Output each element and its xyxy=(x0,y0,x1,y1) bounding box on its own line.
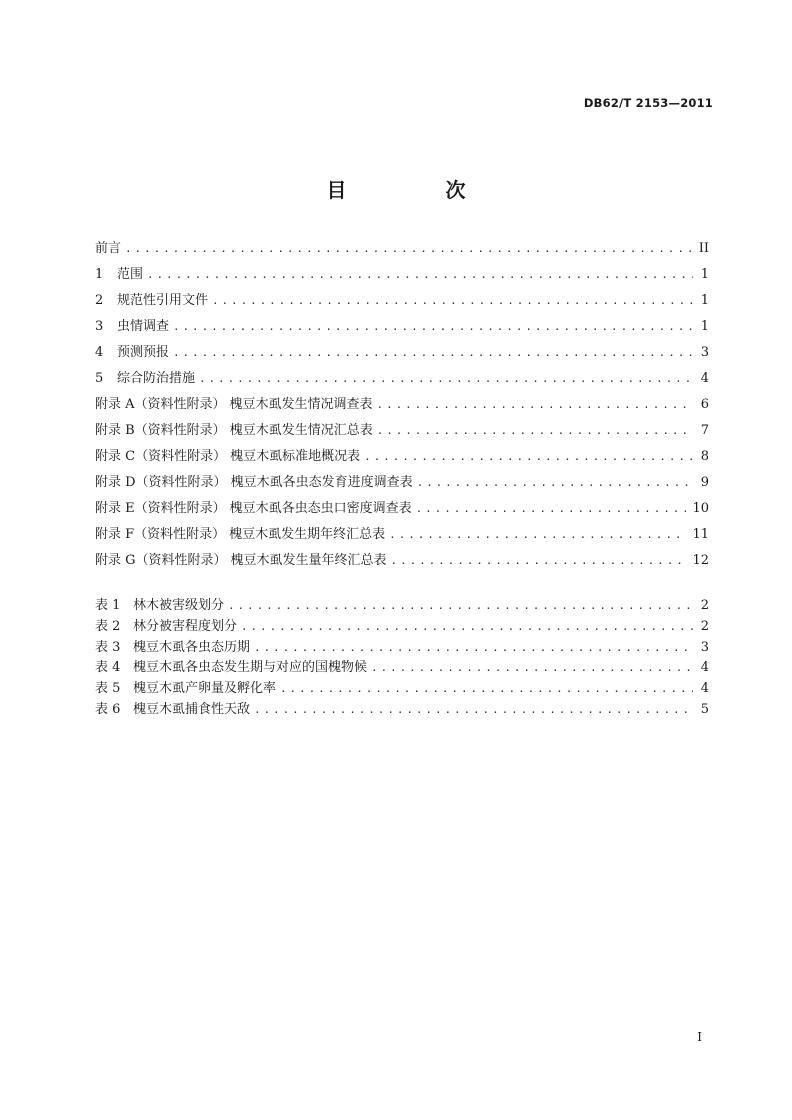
page-number: I xyxy=(697,1030,702,1044)
toc-entry-label: 槐豆木虱标准地概况表 xyxy=(230,449,361,464)
toc-entry[interactable] xyxy=(95,314,709,340)
table-entry-leader xyxy=(228,596,693,617)
toc-entry-page: 12 xyxy=(692,553,709,568)
toc-entry-label: 槐豆木虱各虫态虫口密度调查表 xyxy=(229,501,412,516)
toc-entry-page: II xyxy=(698,241,709,256)
toc-entry-number: 4 xyxy=(95,345,104,360)
table-entry-page: 3 xyxy=(700,639,709,655)
toc-entry[interactable] xyxy=(95,392,709,418)
toc-entry-leader xyxy=(416,496,687,522)
table-entry-number: 表 3 xyxy=(95,639,121,655)
toc-entry-page: 4 xyxy=(700,371,709,386)
toc-entry-label: 槐豆木虱发生情况汇总表 xyxy=(229,423,373,438)
table-entry-leader xyxy=(371,658,693,679)
toc-entry-leader xyxy=(417,470,693,496)
table-entry-page: 5 xyxy=(700,701,709,717)
toc-entry[interactable] xyxy=(95,340,709,366)
table-entry-number: 表 6 xyxy=(95,701,121,717)
toc-entry[interactable] xyxy=(95,444,709,470)
toc-entry-page: 1 xyxy=(700,267,709,282)
page-title: 目 次 xyxy=(326,178,512,202)
toc-entry-page: 8 xyxy=(700,449,709,464)
table-entry-page: 2 xyxy=(700,618,709,634)
toc-entry-appendix-prefix: 附录 C（资料性附录） xyxy=(95,449,227,464)
toc-entry-appendix-prefix: 附录 D（资料性附录） xyxy=(95,475,227,490)
table-entry-number: 表 1 xyxy=(95,598,121,613)
toc-entry-label: 范围 xyxy=(117,267,144,282)
table-entry-label: 林木被害级划分 xyxy=(133,598,225,613)
toc-entry-leader xyxy=(173,314,693,340)
table-entry[interactable] xyxy=(95,617,709,638)
toc-entry[interactable] xyxy=(95,288,709,314)
table-entry-label: 槐豆木虱各虫态历期 xyxy=(133,639,251,655)
toc-entry-label: 虫情调查 xyxy=(117,319,170,334)
toc-entry-page: 1 xyxy=(700,319,709,334)
toc-entry[interactable] xyxy=(95,262,709,288)
table-list xyxy=(95,596,709,721)
table-entry[interactable] xyxy=(95,638,709,659)
toc-entry-number: 1 xyxy=(95,267,104,282)
toc-entry-leader xyxy=(364,444,693,470)
toc-entry[interactable] xyxy=(95,522,709,548)
toc-entry-leader xyxy=(173,340,693,366)
table-entry[interactable] xyxy=(95,658,709,679)
table-entry-leader xyxy=(254,700,693,721)
table-entry-leader xyxy=(241,617,693,638)
toc-entry-leader xyxy=(147,262,693,288)
table-entry[interactable] xyxy=(95,679,709,700)
toc-entry-label: 规范性引用文件 xyxy=(117,293,209,308)
toc-entry-label: 前言 xyxy=(95,241,122,256)
toc-entry[interactable] xyxy=(95,470,709,496)
table-entry-page: 2 xyxy=(700,598,709,613)
toc-entry-page: 7 xyxy=(700,423,709,438)
toc-entry-number: 2 xyxy=(95,293,104,308)
toc-entry-label: 槐豆木虱发生情况调查表 xyxy=(229,397,373,412)
toc-entry-appendix-prefix: 附录 G（资料性附录） xyxy=(95,553,227,568)
toc-entry-leader xyxy=(125,236,693,262)
table-entry-label: 槐豆木虱产卵量及孵化率 xyxy=(133,681,277,697)
toc-entry-leader xyxy=(389,522,686,548)
table-entry-page: 4 xyxy=(700,660,709,676)
toc-entry-page: 9 xyxy=(700,475,709,490)
table-entry[interactable] xyxy=(95,596,709,617)
table-entry-label: 林分被害程度划分 xyxy=(133,618,238,634)
toc-entry-appendix-prefix: 附录 A（资料性附录） xyxy=(95,397,226,412)
table-entry-number: 表 2 xyxy=(95,618,121,634)
toc-entry-label: 预测预报 xyxy=(117,345,170,360)
toc-entry-appendix-prefix: 附录 F（资料性附录） xyxy=(95,527,226,542)
toc-entry-appendix-prefix: 附录 E（资料性附录） xyxy=(95,501,226,516)
toc-entry-page: 6 xyxy=(700,397,709,412)
table-entry-leader xyxy=(280,679,693,700)
document-code: DB62/T 2153—2011 xyxy=(583,96,713,110)
toc-entry-leader xyxy=(377,392,693,418)
toc-entry-label: 槐豆木虱各虫态发育进度调查表 xyxy=(230,475,413,490)
table-entry-leader xyxy=(254,638,693,659)
toc-entry-leader xyxy=(377,418,693,444)
toc-entry-appendix-prefix: 附录 B（资料性附录） xyxy=(95,423,226,438)
toc-entry-page: 1 xyxy=(700,293,709,308)
table-entry-label: 槐豆木虱各虫态发生期与对应的国槐物候 xyxy=(133,660,368,676)
toc-entry[interactable] xyxy=(95,496,709,522)
toc-entry-number: 3 xyxy=(95,319,104,334)
toc-entry[interactable] xyxy=(95,236,709,262)
toc-entry-leader xyxy=(199,366,693,392)
toc-entry[interactable] xyxy=(95,366,709,392)
table-entry-number: 表 4 xyxy=(95,660,121,676)
toc-entry-label: 槐豆木虱发生期年终汇总表 xyxy=(229,527,386,542)
toc-entry-leader xyxy=(391,548,687,574)
toc-entry-label: 综合防治措施 xyxy=(117,371,196,386)
toc-entry[interactable] xyxy=(95,548,709,574)
toc-entry-number: 5 xyxy=(95,371,104,386)
toc-entry-page: 3 xyxy=(700,345,709,360)
table-entry[interactable] xyxy=(95,700,709,721)
table-entry-number: 表 5 xyxy=(95,681,121,697)
toc-entry-page: 10 xyxy=(692,501,709,516)
toc-entry-page: 11 xyxy=(692,527,709,542)
toc-list xyxy=(95,236,709,574)
table-entry-page: 4 xyxy=(700,681,709,697)
table-entry-label: 槐豆木虱捕食性天敌 xyxy=(133,701,251,717)
toc-entry[interactable] xyxy=(95,418,709,444)
toc-entry-label: 槐豆木虱发生量年终汇总表 xyxy=(230,553,387,568)
toc-entry-leader xyxy=(212,288,693,314)
